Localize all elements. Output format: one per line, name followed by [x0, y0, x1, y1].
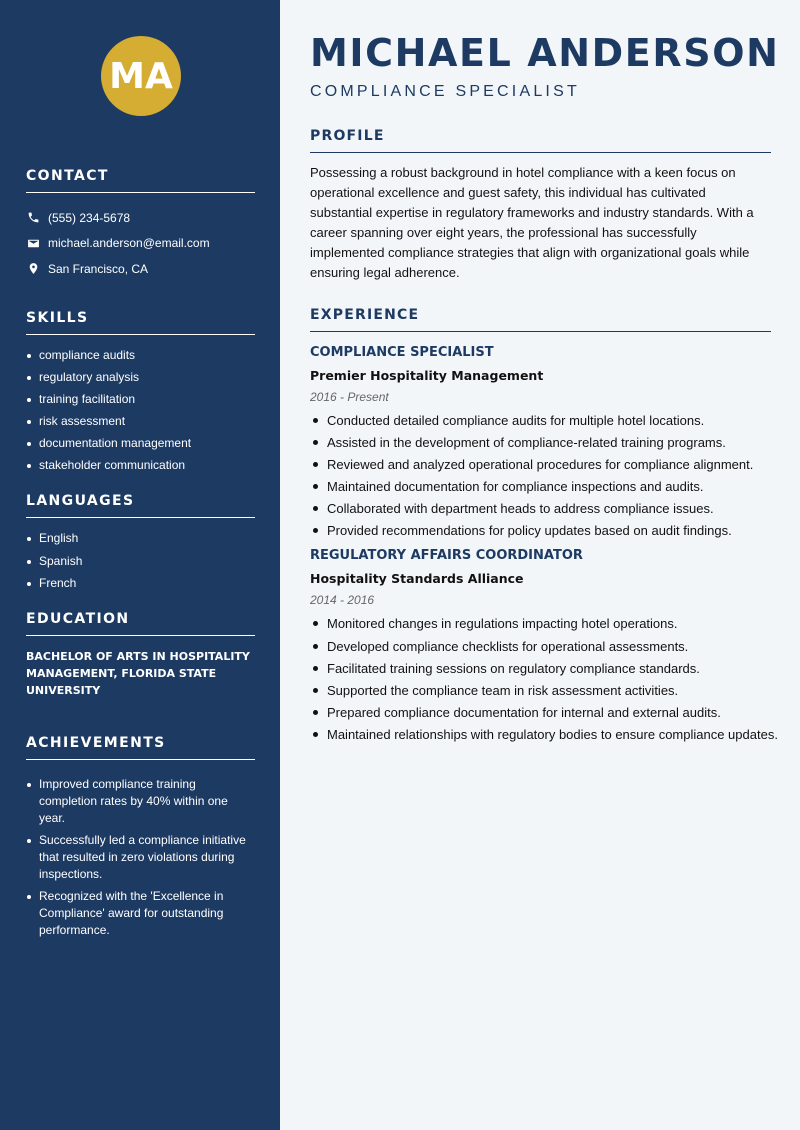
- job-bullet: Facilitated training sessions on regulatory compliance standards.: [310, 660, 771, 677]
- contact-section: [26, 168, 255, 282]
- achievements-section: [26, 735, 255, 939]
- job-role: COMPLIANCE SPECIALIST: [310, 345, 494, 360]
- job-role: REGULATORY AFFAIRS COORDINATOR: [310, 548, 583, 564]
- phone-icon: [26, 211, 40, 225]
- job-bullet: Prepared compliance documentation for internal and external audits.: [310, 704, 771, 721]
- main-content: [280, 0, 800, 1130]
- sidebar: [0, 0, 280, 1130]
- job-bullet: Supported the compliance team in risk assessment activities.: [310, 682, 771, 699]
- location-icon: [26, 262, 40, 276]
- job-bullet: Provided recommendations for policy updates based on audit findings.: [310, 522, 771, 539]
- language-item: English: [26, 530, 255, 547]
- education-heading: EDUCATION: [26, 611, 255, 636]
- language-item: French: [26, 575, 255, 592]
- job-bullet: Assisted in the development of compliance-related training programs.: [310, 434, 771, 451]
- candidate-name: MICHAEL ANDERSON: [310, 31, 780, 75]
- education-section: [26, 611, 255, 699]
- achievements-heading: ACHIEVEMENTS: [26, 735, 255, 760]
- job-entry: [310, 344, 771, 539]
- job-entry: [310, 547, 778, 742]
- job-dates: 2016 - Present: [310, 390, 389, 404]
- job-bullets: [310, 412, 771, 539]
- job-bullet: Collaborated with department heads to address compliance issues.: [310, 500, 771, 517]
- job-dates: 2014 - 2016: [310, 593, 375, 608]
- skill-item: risk assessment: [26, 413, 255, 430]
- skill-item: regulatory analysis: [26, 369, 255, 386]
- skill-item: documentation management: [26, 435, 255, 452]
- experience-section: [310, 307, 778, 743]
- job-company: Premier Hospitality Management: [310, 368, 544, 383]
- skills-section: [26, 310, 255, 475]
- languages-heading: LANGUAGES: [26, 493, 255, 518]
- job-bullet: Maintained documentation for compliance inspections and audits.: [310, 478, 771, 495]
- skills-list: [26, 347, 255, 475]
- profile-section: [310, 128, 771, 283]
- skill-item: compliance audits: [26, 347, 255, 364]
- language-item: Spanish: [26, 553, 255, 570]
- achievement-item: Recognized with the 'Excellence in Compliance' award for outstanding performance.: [26, 888, 255, 939]
- avatar: MA: [101, 36, 181, 116]
- skills-heading: SKILLS: [26, 310, 255, 335]
- achievement-item: Successfully led a compliance initiative that resulted in zero violations during inspections.: [26, 832, 255, 883]
- languages-section: [26, 493, 255, 591]
- skill-item: stakeholder communication: [26, 457, 255, 474]
- job-bullet: Reviewed and analyzed operational procedures for compliance alignment.: [310, 456, 771, 473]
- experience-heading: EXPERIENCE: [310, 307, 771, 332]
- job-company: Hospitality Standards Alliance: [310, 571, 524, 587]
- job-bullets: [310, 615, 778, 742]
- achievement-item: Improved compliance training completion rates by 40% within one year.: [26, 776, 255, 827]
- job-bullet: Conducted detailed compliance audits for multiple hotel locations.: [310, 412, 771, 429]
- contact-email[interactable]: michael.anderson@email.com: [48, 236, 210, 251]
- achievements-list: [26, 776, 255, 939]
- job-bullet: Developed compliance checklists for operational assessments.: [310, 638, 771, 655]
- profile-heading: PROFILE: [310, 128, 771, 153]
- contact-phone-row: [26, 205, 255, 231]
- job-bullet: Maintained relationships with regulatory bodies to ensure compliance updates.: [310, 726, 771, 743]
- job-bullet: Monitored changes in regulations impacting hotel operations.: [310, 615, 771, 632]
- languages-list: [26, 530, 255, 591]
- skill-item: training facilitation: [26, 391, 255, 408]
- contact-location-row: [26, 256, 255, 282]
- contact-phone[interactable]: (555) 234-5678: [48, 210, 131, 225]
- profile-text: Possessing a robust background in hotel compliance with a keen focus on operational excellence and guest safety, this individual has cultivated substantial expertise in regulatory frameworks and industry standards. With a career spanning over eight years, the professional has successfully implemented compliance strategies that align with organizational goals while ensuring legal adherence.: [310, 165, 754, 280]
- candidate-title: COMPLIANCE SPECIALIST: [310, 83, 580, 100]
- contact-location: San Francisco, CA: [48, 261, 149, 276]
- education-degree: BACHELOR OF ARTS IN HOSPITALITY MANAGEMENT, FLORIDA STATE UNIVERSITY: [26, 649, 250, 697]
- contact-heading: CONTACT: [26, 168, 255, 193]
- email-icon: [26, 236, 40, 250]
- contact-email-row: [26, 231, 255, 257]
